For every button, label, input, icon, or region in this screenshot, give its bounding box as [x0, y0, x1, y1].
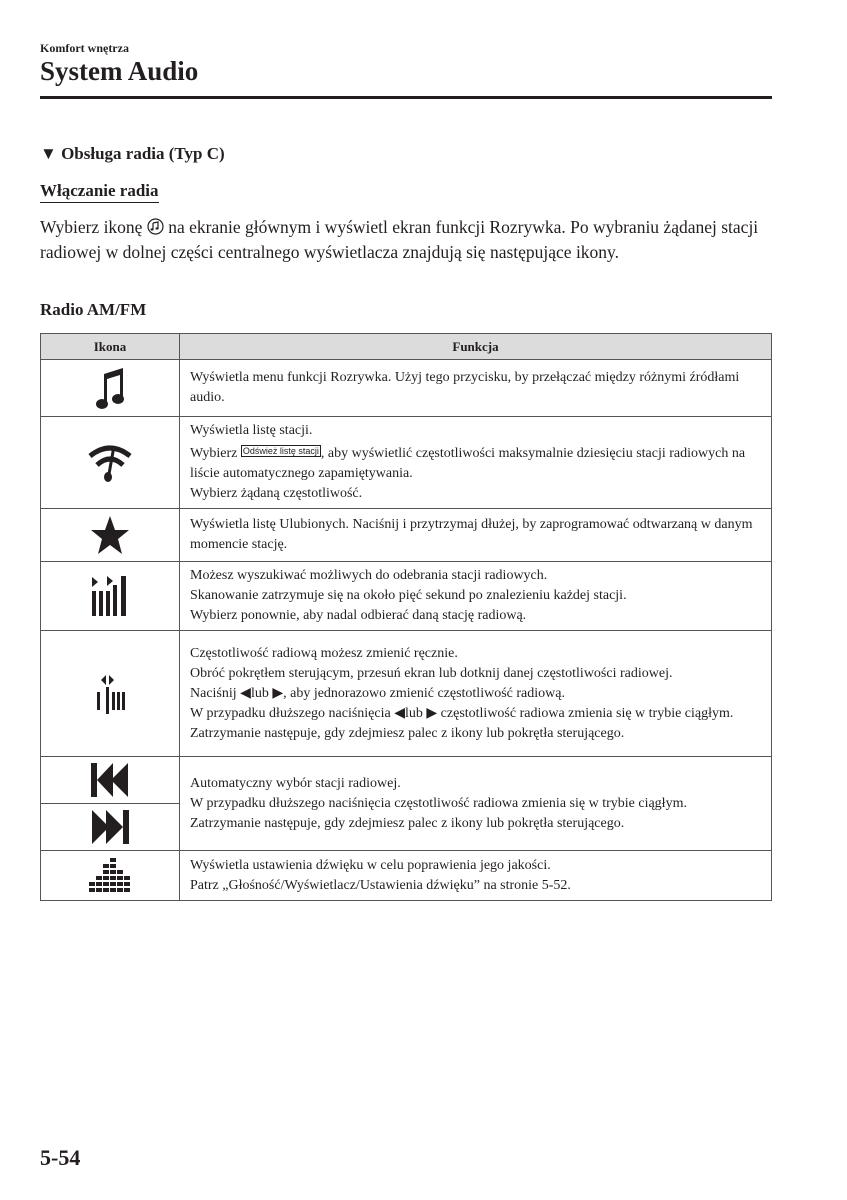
intro-paragraph: [40, 215, 775, 265]
section-label: Komfort wnętrza: [40, 41, 129, 55]
scan-icon: [91, 575, 129, 617]
row-text: [180, 757, 772, 851]
text: W przypadku dłuższego naciśnięcia: [190, 705, 395, 721]
right-arrow-icon: ▶: [272, 685, 284, 701]
text: lub: [250, 685, 273, 701]
row-text: [180, 562, 772, 631]
seek-forward-icon: [90, 809, 130, 845]
table-row: [41, 562, 772, 631]
table-row: [41, 360, 772, 417]
row-text: Wyświetla menu funkcji Rozrywka. Użyj tego przycisku, by przełączać między różnymi źródłami audio.: [180, 360, 772, 417]
text: Wybierz: [190, 446, 241, 461]
row-line: [190, 704, 761, 744]
table-title: Radio AM/FM: [40, 300, 147, 319]
left-arrow-icon: ◀: [394, 705, 405, 721]
row-text: Wyświetla listę Ulubionych. Naciśnij i przytrzymaj dłużej, by zaprogramować odtwarzaną w danym momencie stację.: [180, 509, 772, 562]
title-rule: [40, 96, 772, 99]
intro-after: na ekranie głównym i wyświetl ekran funkcji Rozrywka. Po wybraniu żądanej stacji radiowej w dolnej części centralnego wyświetlacza znajdują się następujące ikony.: [40, 217, 759, 262]
text: , aby wyświetlić częstotliwości maksymalnie dziesięciu stacji radiowych na liście automatycznego zapamiętywania.: [190, 446, 746, 481]
row-line: Automatyczny wybór stacji radiowej.: [190, 775, 401, 791]
star-icon: [90, 515, 130, 555]
row-line: Wyświetla listę stacji.: [190, 423, 313, 438]
table-row: [41, 757, 772, 804]
row-line: Skanowanie zatrzymuje się na około pięć sekund po znalezieniu każdej stacji.: [190, 588, 627, 603]
row-line: Wybierz żądaną częstotliwość.: [190, 486, 363, 501]
left-arrow-icon: ◀: [240, 685, 251, 701]
right-arrow-icon: ▶: [426, 705, 438, 721]
header-function: Funkcja: [180, 334, 772, 360]
row-line: Obróć pokrętłem sterującym, przesuń ekran lub dotknij danej częstotliwości radiowej.: [190, 665, 673, 681]
row-line: Patrz „Głośność/Wyświetlacz/Ustawienia dźwięku” na stronie 5-52.: [190, 877, 571, 893]
row-text: [180, 417, 772, 509]
row-text: [180, 851, 772, 901]
row-line: Możesz wyszukiwać możliwych do odebrania stacji radiowych.: [190, 568, 548, 583]
music-circle-icon: [147, 218, 164, 235]
table-row: [41, 509, 772, 562]
header-icon: Ikona: [41, 334, 180, 360]
row-line: [190, 441, 761, 484]
text: , aby jednorazowo zmienić częstotliwość radiową.: [283, 685, 565, 701]
row-line: W przypadku dłuższego naciśnięcia częstotliwość radiowa zmienia się w trybie ciągłym. Zatrzymanie następuje, gdy zdejmiesz palec z ikony lub pokrętła sterującego.: [190, 795, 687, 831]
row-line: [190, 684, 761, 704]
station-list-icon: [87, 442, 133, 484]
icon-function-table: [40, 333, 772, 901]
heading: ▼ Obsługa radia (Typ C): [40, 144, 225, 163]
text: Naciśnij: [190, 685, 241, 701]
intro-before: Wybierz ikonę: [40, 217, 147, 237]
table-row: [41, 631, 772, 757]
table-header: [41, 334, 772, 360]
row-line: Częstotliwość radiową możesz zmienić ręcznie.: [190, 645, 458, 661]
row-line: Wyświetla ustawienia dźwięku w celu poprawienia jego jakości.: [190, 857, 551, 873]
page-number: 5-54: [40, 1145, 81, 1170]
subheading: Włączanie radia: [40, 181, 159, 203]
table-row: [41, 851, 772, 901]
row-text: [180, 631, 772, 757]
page-title: System Audio: [40, 56, 199, 86]
text: lub: [405, 705, 427, 721]
tune-icon: [95, 674, 125, 714]
table-row: [41, 417, 772, 509]
refresh-station-list-button: Odśwież listę stacji: [242, 446, 319, 456]
seek-back-icon: [90, 762, 130, 798]
music-note-icon: [95, 366, 125, 410]
row-line: Wybierz ponownie, aby nadal odbierać daną stację radiową.: [190, 608, 527, 623]
text: częstotliwość radiowa zmienia się w trybie ciągłym. Zatrzymanie następuje, gdy zdejmiesz palec z ikony lub pokrętła sterującego.: [190, 705, 734, 741]
sound-settings-icon: [87, 857, 133, 895]
